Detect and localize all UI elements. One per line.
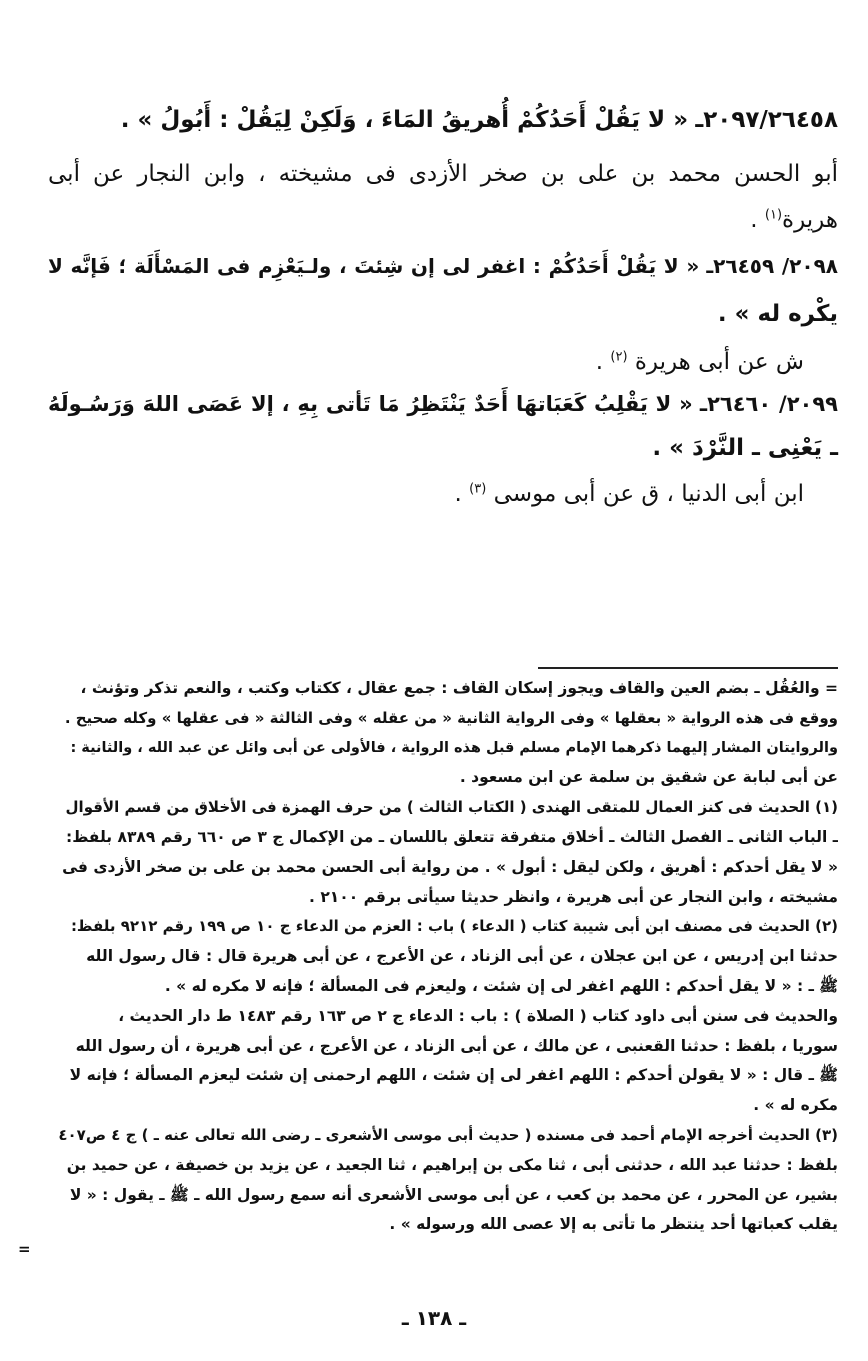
footnote-line: ـ الباب الثانى ـ الفصل الثالث ـ أخلاق متفرقة تتعلق باللسان ـ من الإكمال ج ٣ ص ٦٦٠ رقم ٨٣٨٩ بلفظ: xyxy=(66,827,838,846)
footnote-line: بلفظ : حدثنا عبد الله ، حدثنى أبى ، ثنا مكى بن إبراهيم ، ثنا الجعيد ، عن يزيد بن خصيفة ، عن حميد بن xyxy=(66,1155,838,1174)
hadith-source-continued: هريرة$^{(١)}$ . xyxy=(750,207,838,233)
hadith-text: « لا يَقُلْ أَحَدُكُمْ أُهريقُ المَاءَ ، وَلَكِنْ لِيَقُلْ : أَبُولُ » . xyxy=(120,107,689,133)
footnote-line: مشيخته ، وابن النجار عن أبى هريرة ، وانظر حديثا سيأتى برقم ٢١٠٠ . xyxy=(309,887,838,906)
source-text: ش عن أبى هريرة xyxy=(634,349,804,375)
footnote-line: (٢) الحديث فى مصنف ابن أبى شيبة كتاب ( الدعاء ) باب : العزم من الدعاء ج ١٠ ص ١٩٩ رقم ٩٢١٢ بلفظ: xyxy=(70,917,838,936)
footnote-line: يقلب كعباتها أحد ينتظر ما تأتى به إلا عصى الله ورسوله » . xyxy=(389,1215,838,1234)
footnote-ref: (٣) xyxy=(469,481,487,497)
continuation-mark: = xyxy=(18,1240,31,1258)
footnote-ref: (١) xyxy=(764,207,783,223)
footnote-line: ﷺ ـ : « لا يقل أحدكم : اللهم اغفر لى إن شئت ، وليعزم فى المسألة ؛ فإنه لا مكره له » . xyxy=(164,976,838,995)
footnote-line: عن أبى لبابة عن شقيق بن سلمة عن ابن مسعود . xyxy=(459,768,838,787)
footnote-line: ﷺ ـ قال : « لا يقولن أحدكم : اللهم اغفر لى إن شئت ، اللهم ارحمنى إن شئت ليعزم المسألة ؛ فإنه لا xyxy=(69,1066,838,1085)
footnote-line: والروايتان المشار إليهما ذكرهما الإمام مسلم قبل هذه الرواية ، فالأولى عن أبى وائل عن عبد الله ، والثانية : xyxy=(70,739,838,756)
hadith-source: ابن أبى الدنيا ، ق عن أبى موسى $^{(٣)}$ . xyxy=(454,481,804,507)
hadith-2098 xyxy=(48,246,838,286)
footnote-line: (٣) الحديث أخرجه الإمام أحمد فى مسنده ( حديث أبى موسى الأشعرى ـ رضى الله تعالى عنه ـ ) ج ٤ ص٤٠٧ xyxy=(58,1125,838,1144)
hadith-number: ٢٠٩٨/ ٢٦٤٥٩ـ xyxy=(706,254,838,278)
page-body xyxy=(48,96,838,1336)
footnote-line: = والعُقُل ـ بضم العين والقاف ويجوز إسكان القاف : جمع عقال ، ككتاب وكتب ، والنعم تذكر وتؤنث ، xyxy=(80,679,838,697)
hadith-source: أبو الحسن محمد بن على بن صخر الأزدى فى مشيخته ، وابن النجار عن أبى xyxy=(48,161,838,187)
footnote-separator xyxy=(538,667,838,669)
footnote-line: سوريا ، بلفظ : حدثنا القعنبى ، عن مالك ، عن أبى الزناد ، عن الأعرج ، عن أبى هريرة ، أن رسول الله xyxy=(75,1036,838,1055)
hadith-source: ش عن أبى هريرة $^{(٢)}$ . xyxy=(595,349,804,375)
hadith-number: ٢٠٩٩/ ٢٦٤٦٠ـ xyxy=(699,392,838,416)
footnote-line: مكره له » . xyxy=(753,1096,838,1115)
footnote-ref: (٢) xyxy=(610,349,628,365)
hadith-text-continued: ـ يَعْنِى ـ النَّرْدَ » . xyxy=(652,435,838,461)
footnote-line: ووقع فى هذه الرواية « بعقلها » وفى الرواية الثانية « من عقله » وفى الثالثة « فى عقلها » وكله صحيح . xyxy=(64,708,838,727)
hadith-text-continued: يكْره له » . xyxy=(717,301,838,327)
hadith-text: « لا يَقْلِبُ كَعَبَاتهَا أَحَدٌ يَنْتَظِرُ مَا تَأتى بِهِ ، إلا عَصَى اللهَ وَرَسُـولَهُ xyxy=(48,392,693,416)
footnotes xyxy=(48,674,838,1240)
hadith-2099 xyxy=(48,384,838,424)
page-number: ـ ١٣٨ ـ xyxy=(401,1306,467,1330)
footnote-line: (١) الحديث فى كنز العمال للمتقى الهندى ( الكتاب الثالث ) من حرف الهمزة فى الأخلاق من قسم الأقوال xyxy=(65,798,838,817)
footnote-line: بشير، عن المحرر ، عن محمد بن كعب ، عن أبى موسى الأشعرى أنه سمع رسول الله ـ ﷺ ـ يقول : « لا xyxy=(69,1185,838,1204)
source-text: ابن أبى الدنيا ، ق عن أبى موسى xyxy=(493,481,804,507)
hadith-2097 xyxy=(48,100,838,140)
source-text: هريرة xyxy=(782,207,838,233)
footnote-line: حدثنا ابن إدريس ، عن ابن عجلان ، عن أبى الزناد ، عن الأعرج ، عن أبى هريرة قال : قال رسول الله xyxy=(86,947,838,966)
hadith-number: ٢٠٩٧/٢٦٤٥٨ـ xyxy=(695,107,838,133)
hadith-text: « لا يَقُلْ أَحَدُكُمْ : اغفر لى إن شِئتَ ، ولـيَعْزِم فى المَسْأَلَة ؛ فَإنَّه لا xyxy=(48,254,700,278)
footnote-line: والحديث فى سنن أبى داود كتاب ( الصلاة ) : باب : الدعاء ج ٢ ص ١٦٣ رقم ١٤٨٣ ط دار الحديث ، xyxy=(118,1006,838,1025)
footnote-line: « لا يقل أحدكم : أهريق ، ولكن ليقل : أبول » . من رواية أبى الحسن محمد بن على بن صخر الأزدى فى xyxy=(62,857,838,876)
